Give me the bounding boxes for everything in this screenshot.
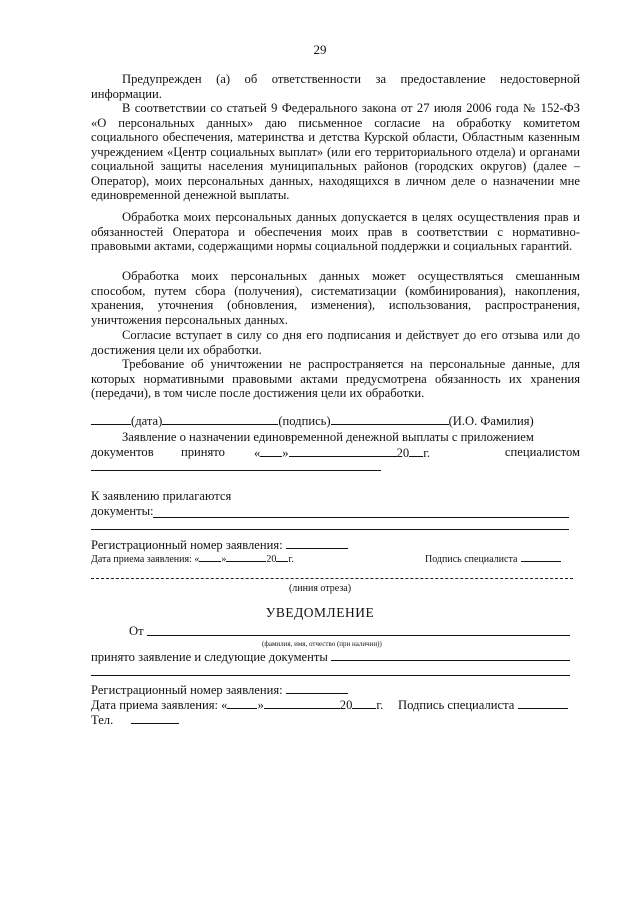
reg-signature-blank[interactable] bbox=[521, 552, 561, 562]
notif-month-blank[interactable] bbox=[264, 697, 340, 709]
accepted-documents-rule-2[interactable] bbox=[91, 675, 570, 676]
paragraph-processing-purpose: Обработка моих персональных данных допускается в целях осуществления прав и обязанностей Оператора и обеспечения моих прав в соответствии с нормативно-правовыми актами, содержащими нормы социальной поддержки и социальных гарантий. bbox=[91, 210, 580, 253]
month-blank[interactable] bbox=[289, 445, 397, 457]
day-blank[interactable] bbox=[260, 445, 282, 457]
name-blank[interactable] bbox=[331, 413, 449, 425]
phone-row: Тел. bbox=[91, 712, 179, 727]
date-label: (дата) bbox=[131, 414, 163, 428]
notification-date-row: Дата приема заявления: « » 20 г. bbox=[91, 698, 384, 712]
registration-number-blank[interactable] bbox=[286, 537, 348, 549]
documents-label: документы: bbox=[91, 504, 154, 518]
accepted-word: принято bbox=[181, 445, 225, 459]
reg-day-blank[interactable] bbox=[199, 552, 221, 562]
documents-word: документов bbox=[91, 445, 154, 459]
notif-year-blank[interactable] bbox=[352, 697, 376, 709]
documents-rule-2[interactable] bbox=[91, 529, 569, 530]
reg-month-blank[interactable] bbox=[226, 552, 266, 562]
registration-date-row: Дата приема заявления: « » 20 г. bbox=[91, 554, 294, 565]
notification-signature: Подпись специалиста bbox=[398, 697, 568, 712]
from-label: От bbox=[129, 624, 144, 638]
notification-title: УВЕДОМЛЕНИЕ bbox=[265, 605, 375, 620]
paragraph-processing-methods: Обработка моих персональных данных может осуществляться смешанным способом, путем сбора (получения), систематизации (комбинирования), накопления, хранения, уточнения (обновления, изменения), использования, распространения, уничтожения персональных данных. bbox=[91, 269, 580, 327]
notif-signature-blank[interactable] bbox=[518, 697, 568, 709]
accepted-documents-label: принято заявление и следующие документы bbox=[91, 650, 328, 664]
cut-line bbox=[91, 578, 573, 579]
name-label: (И.О. Фамилия) bbox=[448, 414, 534, 428]
paragraph-destruction: Требование об уничтожении не распространяется на персональные данные, для которых нормативными правовыми актами предусмотрена обязанность их хранения (передачи), в том числе после достижения цели их обработки. bbox=[91, 357, 580, 400]
registration-signature: Подпись специалиста bbox=[425, 552, 561, 567]
specialist-name-rule[interactable] bbox=[91, 470, 381, 471]
registration-number-row: Регистрационный номер заявления: bbox=[91, 537, 348, 552]
paragraph-warning: Предупрежден (а) об ответственности за предоставление недостоверной информации. bbox=[91, 72, 580, 101]
attachments-label: К заявлению прилагаются bbox=[91, 489, 232, 503]
notif-day-blank[interactable] bbox=[227, 697, 257, 709]
signature-blank[interactable] bbox=[162, 413, 278, 425]
acceptance-line-1: Заявление о назначении единовременной денежной выплаты с приложением bbox=[122, 430, 534, 444]
from-rule[interactable] bbox=[147, 635, 570, 636]
documents-rule-1[interactable] bbox=[153, 517, 569, 518]
cut-line-label: (линия отреза) bbox=[288, 583, 352, 594]
accepted-documents-rule-1[interactable] bbox=[331, 660, 570, 661]
page-number: 29 bbox=[313, 42, 327, 57]
signature-row bbox=[91, 413, 534, 428]
date-blank[interactable] bbox=[91, 413, 131, 425]
signature-label: (подпись) bbox=[278, 414, 331, 428]
paragraph-consent: В соответствии со статьей 9 Федерального закона от 27 июля 2006 года № 152-ФЗ «О персональных данных» даю письменное согласие на обработку комитетом социального обеспечения, материнства и детства Курской области, Областным казенным учреждением «Центр социальных выплат» (или его территориального отдела) и органами социальной защиты населения муниципальных районов (городских округов) (далее – Оператор), моих персональных данных, находящихся в личном деле о назначении мне единовременной денежной выплаты. bbox=[91, 101, 580, 202]
notification-reg-number-row: Регистрационный номер заявления: bbox=[91, 682, 348, 697]
reg-year-blank[interactable] bbox=[276, 552, 288, 562]
acceptance-date: « » 20 г. bbox=[254, 446, 431, 460]
year-blank[interactable] bbox=[409, 445, 423, 457]
fio-caption: (фамилия, имя, отчество (при наличии)) bbox=[262, 640, 382, 648]
phone-blank[interactable] bbox=[131, 712, 179, 724]
paragraph-validity: Согласие вступает в силу со дня его подписания и действует до его отзыва или до достижения цели их обработки. bbox=[91, 328, 580, 357]
notification-reg-number-blank[interactable] bbox=[286, 682, 348, 694]
specialist-word: специалистом bbox=[504, 445, 580, 459]
